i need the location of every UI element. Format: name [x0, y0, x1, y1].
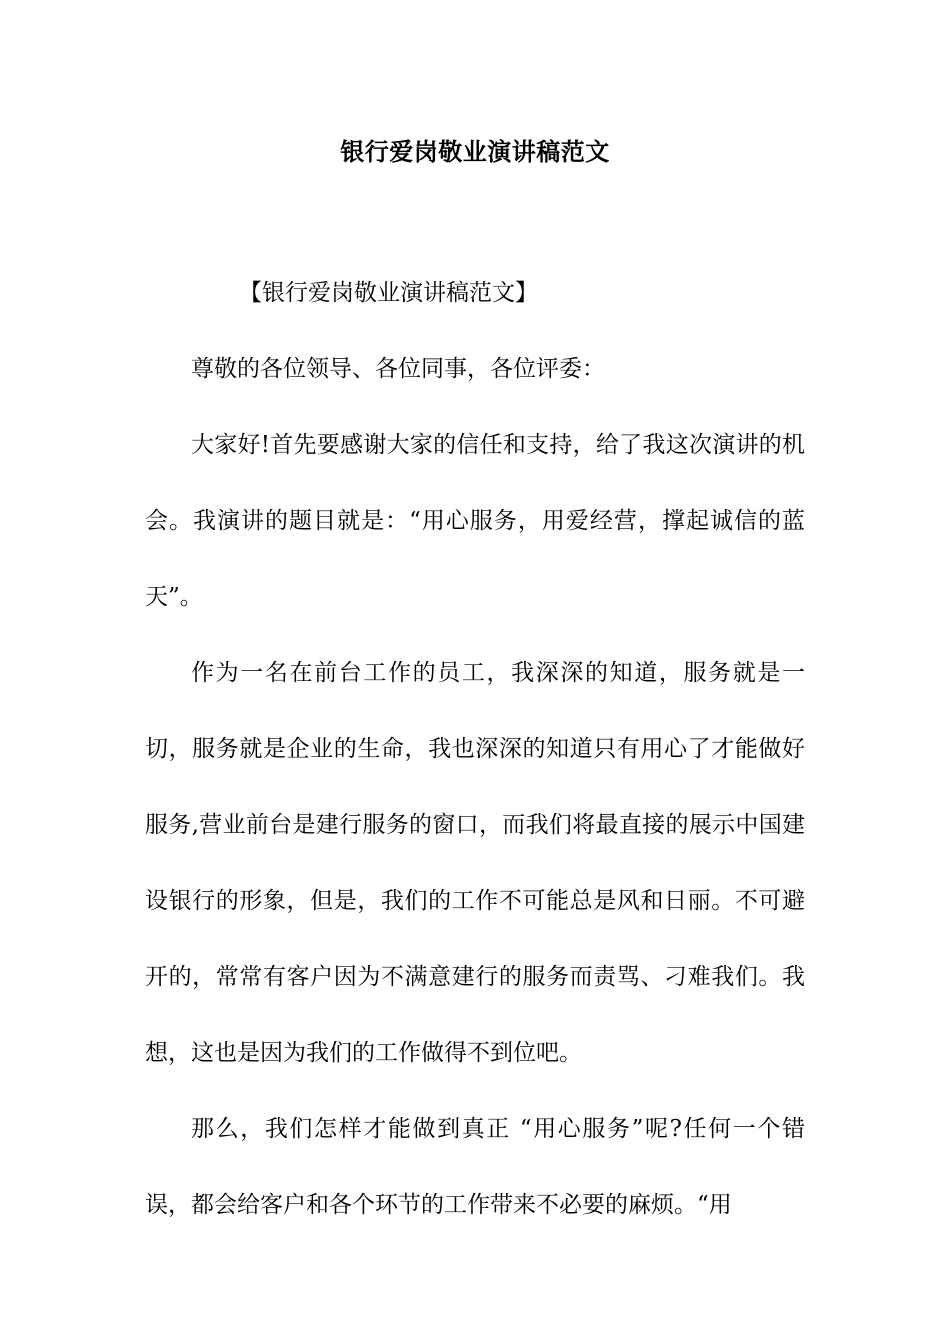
paragraph-greeting: 大家好!首先要感谢大家的信任和支持，给了我这次演讲的机会。我演讲的题目就是：“用心服务，用爱经营，撑起诚信的蓝天”。	[145, 432, 805, 610]
paragraph-subheading: 【银行爱岗敬业演讲稿范文】	[239, 280, 538, 306]
document-title: 银行爱岗敬业演讲稿范文	[340, 138, 610, 166]
paragraph-service: 作为一名在前台工作的员工，我深深的知道，服务就是一切，服务就是企业的生命，我也深深的知道只有用心了才能做好服务,营业前台是建行服务的窗口，而我们将最直接的展示中国建设银行的形象，但是，我们的工作不可能总是风和日丽。不可避开的，常常有客户因为不满意建行的服务而责骂、刁难我们。我想，这也是因为我们的工作做得不到位吧。	[145, 660, 805, 1066]
paragraph-salutation: 尊敬的各位领导、各位同事，各位评委：	[191, 356, 605, 382]
document-body	[145, 255, 805, 1243]
paragraph-question: 那么，我们怎样才能做到真正 “用心服务”呢?任何一个错误，都会给客户和各个环节的工作带来不必要的麻烦。“用	[145, 1116, 805, 1218]
